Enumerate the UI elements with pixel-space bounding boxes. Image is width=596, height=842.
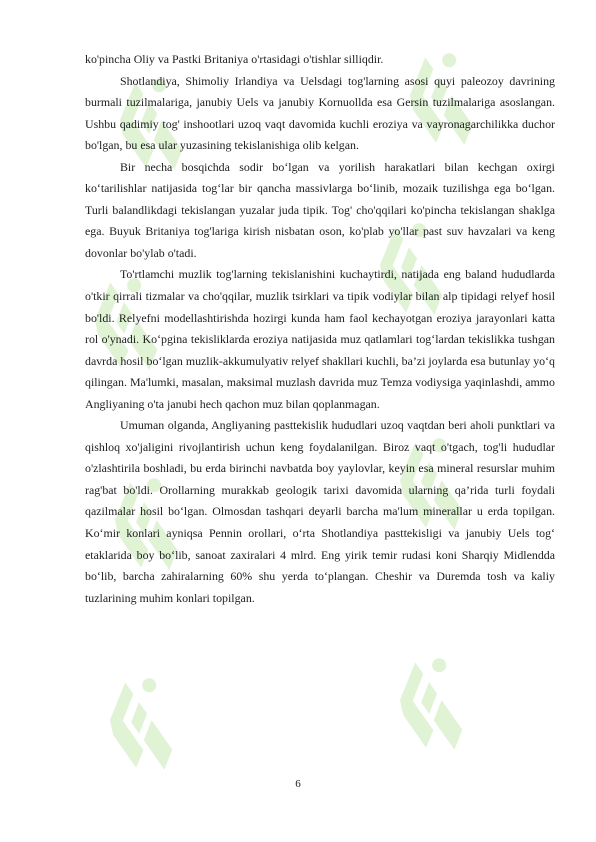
- brand-watermark-icon: [382, 648, 489, 762]
- paragraph: To'rtlamchi muzlik tog'larning tekislanishini kuchaytirdi, natijada eng baland hududlarda o'tkir qirrali tizmalar va cho'qqilar, muzlik tsirklari va tipik vodiylar bilan alp tipidagi relyef hosil bo'ldi. Relyefni modellashtirishda hozirgi kunda ham faol kechayotgan eroziya jarayonlari katta rol o'ynadi. Ko‘pgina tekisliklarda eroziya natijasida muz qatlamlari tog‘lardan tekislikka tushgan davrda hosil bo‘lgan muzlik-akkumulyativ relyef shakllari kuchli, ba’zi joylarda esa butunlay yo‘q qilingan. Ma'lumki, masalan, maksimal muzlash davrida muz Temza vodiysiga yaqinlashdi, ammo Angliyaning o'ta janubi hech qachon muz bilan qoplanmagan.: [85, 267, 555, 411]
- paragraph: Bir necha bosqichda sodir bo‘lgan va yorilish harakatlari bilan kechgan oxirgi ko‘tarilishlar natijasida tog‘lar bir qancha massivlarga bo‘linib, mozaik tuzilishga ega bo‘lgan. Turli balandlikdagi tekislangan yuzalar juda tipik. Tog' cho'qqilari ko'pincha tekislangan shaklga ega. Buyuk Britaniya tog'lariga kirish nisbatan oson, ko'plab yo'llar past suv havzalari va keng dovonlar bo'ylab o'tadi.: [85, 159, 555, 260]
- paragraph: Shotlandiya, Shimoliy Irlandiya va Uelsdagi tog'larning asosi quyi paleozoy davrining burmali tuzilmalariga, janubiy Uels va janubiy Kornuollda esa Gersin tuzilmalariga asoslangan. Ushbu qadimiy tog' inshootlari uzoq vaqt davomida kuchli eroziya va vayronagarchilikka duchor bo'lgan, bu esa ular yuzasining tekislanishiga olib kelgan.: [85, 73, 555, 153]
- paragraph-continuation: ko'pincha Oliy va Pastki Britaniya o'rtasidagi o'tishlar silliqdir.: [85, 52, 384, 66]
- document-body: [85, 49, 555, 609]
- page-number: 6: [295, 778, 301, 790]
- brand-watermark-icon: [92, 668, 199, 782]
- paragraph: Umuman olganda, Angliyaning pasttekislik hududlari uzoq vaqtdan beri aholi punktlari va qishloq xo'jaligini rivojlantirish uchun keng foydalanilgan. Biroz vaqt o'tgach, tog'li hududlar o'zlashtirila boshladi, bu erda birinchi navbatda boy yaylovlar, keyin esa mineral resurslar muhim rag'bat bo'ldi. Orollarning murakkab geologik tarixi davomida ularning qa’rida turli foydali qazilmalar hosil bo‘lgan. Olmosdan tashqari deyarli barcha ma'lum minerallar u erda topilgan. Ko‘mir konlari ayniqsa Pennin orollari, o‘rta Shotlandiya pasttekisligi va janubiy Uels tog‘ etaklarida boy bo‘lib, sanoat zaxiralari 4 mlrd. Eng yirik temir rudasi koni Sharqiy Midlendda bo‘lib, barcha zahiralarning 60% shu yerda to‘plangan. Cheshir va Duremda tosh va kaliy tuzlarining muhim konlari topilgan.: [85, 418, 555, 605]
